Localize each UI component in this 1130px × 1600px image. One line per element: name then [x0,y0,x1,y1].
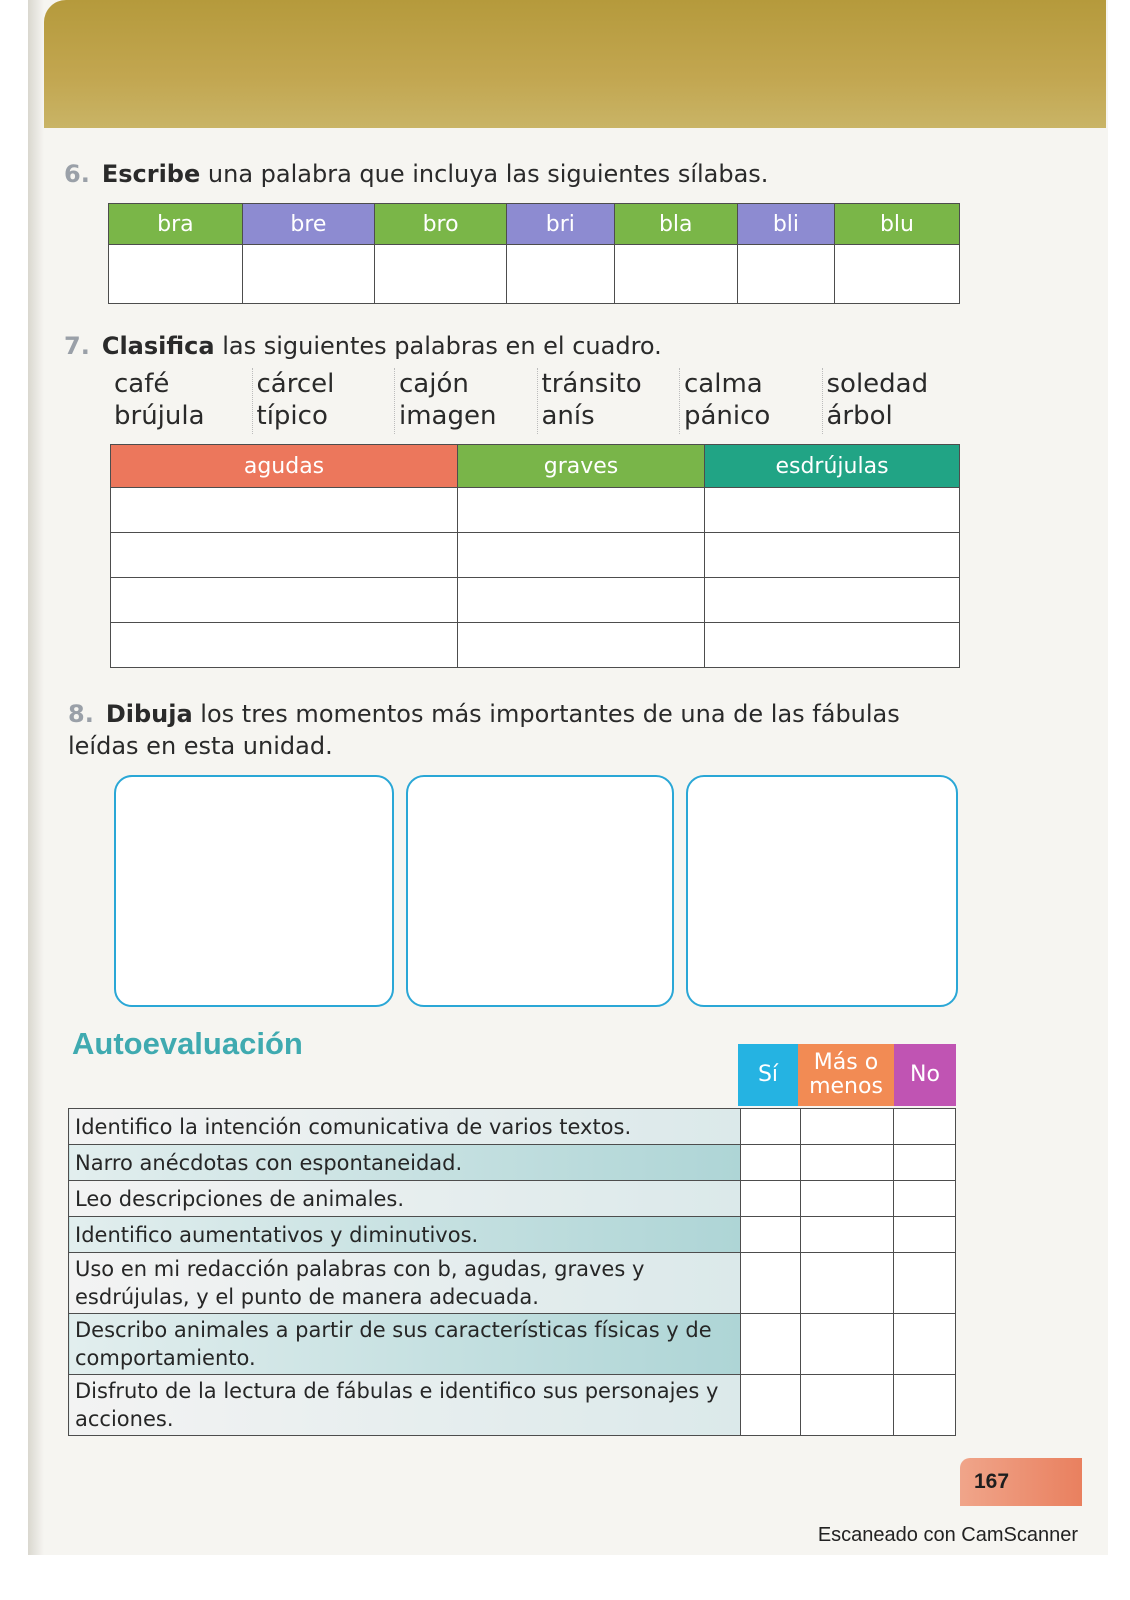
checkbox-yes[interactable] [740,1375,800,1436]
scanner-watermark: Escaneado con CamScanner [817,1524,1078,1546]
statement: Leo descripciones de animales. [69,1181,741,1217]
word-column [395,368,538,434]
question-6 [64,158,768,190]
question-8 [68,698,968,762]
word-column [823,368,965,434]
question-text: los tres momentos más importantes de una de las fábulas leídas en esta unidad. [68,700,900,760]
question-verb: Clasifica [101,332,215,360]
header-graves: graves [458,445,705,488]
word: árbol [826,401,893,431]
syllable-header: bla [614,204,737,245]
word: calma [684,369,763,399]
word: anís [541,401,595,431]
word: cárcel [256,369,335,399]
answer-cell[interactable] [242,245,374,304]
answer-cell[interactable] [111,488,458,533]
checkbox-yes[interactable] [740,1253,800,1314]
statement: Identifico la intención comunicativa de varios textos. [69,1109,741,1145]
answer-cell[interactable] [507,245,614,304]
question-verb: Dibuja [105,700,193,728]
word: tránsito [541,369,642,399]
checkbox-no[interactable] [894,1253,956,1314]
answer-cell[interactable] [705,578,960,623]
answer-cell[interactable] [458,623,705,668]
word: cajón [399,369,469,399]
word-column [114,368,253,434]
question-7 [64,330,662,362]
rating-header-yes: Sí [738,1044,798,1106]
checkbox-yes[interactable] [740,1181,800,1217]
checkbox-no[interactable] [894,1145,956,1181]
checkbox-somewhat[interactable] [800,1253,893,1314]
answer-cell[interactable] [111,578,458,623]
syllable-header: bli [737,204,834,245]
word-column [253,368,396,434]
checkbox-no[interactable] [894,1109,956,1145]
answer-cell[interactable] [705,488,960,533]
drawing-box-2[interactable] [406,775,674,1007]
rating-header-no: No [894,1044,956,1106]
answer-cell[interactable] [834,245,959,304]
syllables-table [108,203,960,304]
header-band [44,0,1106,128]
word: soledad [826,369,929,399]
word: imagen [399,401,497,431]
answer-cell[interactable] [111,533,458,578]
page-number: 167 [960,1458,1082,1506]
statement: Uso en mi redacción palabras con b, agudas, graves y esdrújulas, y el punto de manera adecuada. [69,1253,741,1314]
drawing-box-1[interactable] [114,775,394,1007]
header-agudas: agudas [111,445,458,488]
answer-cell[interactable] [458,533,705,578]
self-evaluation-table [68,1108,956,1436]
checkbox-somewhat[interactable] [800,1181,893,1217]
word-column [680,368,823,434]
checkbox-yes[interactable] [740,1217,800,1253]
syllable-header: bre [242,204,374,245]
answer-cell[interactable] [614,245,737,304]
answer-cell[interactable] [458,578,705,623]
classification-table [110,444,960,668]
syllable-header: bri [507,204,614,245]
question-number: 7. [64,332,90,360]
word: brújula [114,401,205,431]
checkbox-no[interactable] [894,1314,956,1375]
syllable-header: blu [834,204,959,245]
question-text: las siguientes palabras en el cuadro. [214,332,662,360]
answer-cell[interactable] [705,533,960,578]
header-esdrujulas: esdrújulas [705,445,960,488]
syllable-header: bra [109,204,243,245]
syllable-header: bro [375,204,507,245]
question-number: 6. [64,160,90,188]
statement: Describo animales a partir de sus características físicas y de comportamiento. [69,1314,741,1375]
answer-cell[interactable] [458,488,705,533]
word-list [114,368,964,434]
checkbox-somewhat[interactable] [800,1217,893,1253]
checkbox-somewhat[interactable] [800,1109,893,1145]
question-number: 8. [68,700,94,728]
checkbox-somewhat[interactable] [800,1314,893,1375]
checkbox-no[interactable] [894,1181,956,1217]
checkbox-no[interactable] [894,1375,956,1436]
answer-cell[interactable] [375,245,507,304]
rating-header-somewhat: Más o menos [798,1044,894,1106]
answer-cell[interactable] [111,623,458,668]
statement: Narro anécdotas con espontaneidad. [69,1145,741,1181]
checkbox-somewhat[interactable] [800,1145,893,1181]
checkbox-no[interactable] [894,1217,956,1253]
question-verb: Escribe [101,160,201,188]
checkbox-somewhat[interactable] [800,1375,893,1436]
question-text: una palabra que incluya las siguientes sílabas. [200,160,769,188]
page-gutter-shadow [28,0,44,1555]
self-evaluation-title: Autoevaluación [72,1026,303,1061]
answer-cell[interactable] [737,245,834,304]
statement: Disfruto de la lectura de fábulas e identifico sus personajes y acciones. [69,1375,741,1436]
word: café [114,369,170,399]
checkbox-yes[interactable] [740,1314,800,1375]
statement: Identifico aumentativos y diminutivos. [69,1217,741,1253]
checkbox-yes[interactable] [740,1109,800,1145]
word: pánico [684,401,771,431]
drawing-box-3[interactable] [686,775,958,1007]
checkbox-yes[interactable] [740,1145,800,1181]
answer-cell[interactable] [705,623,960,668]
word: típico [256,401,328,431]
word-column [538,368,681,434]
answer-cell[interactable] [109,245,243,304]
